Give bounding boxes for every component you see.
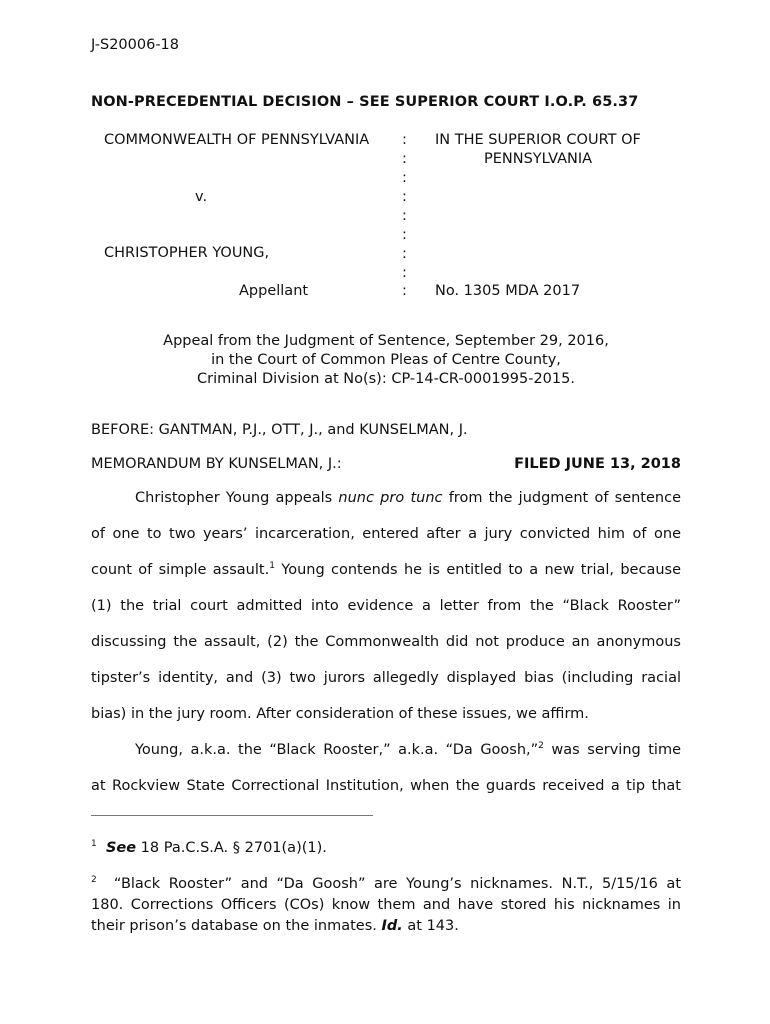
before-panel: BEFORE: GANTMAN, P.J., OTT, J., and KUNSELMAN, J. [91,422,468,438]
appeal-line-3: Criminal Division at No(s): CP-14-CR-0001995-2015. [197,371,575,387]
filed-date: FILED JUNE 13, 2018 [514,456,681,472]
footnote-ref-1[interactable]: 1 [269,561,275,571]
para1-line-1 [91,490,681,506]
footnote-2 [91,874,681,937]
docket-number: No. 1305 MDA 2017 [435,283,581,299]
defendant-name: CHRISTOPHER YOUNG, [104,245,270,261]
colon: : [402,246,407,262]
text: count of simple assault. [91,562,270,578]
para2-line-2: at Rockview State Correctional Institution, when the guards received a tip that [91,778,681,794]
footnote-number: 1 [91,839,97,849]
para1-line-4: (1) the trial court admitted into evidence a letter from the “Black Rooster” [91,598,681,614]
text: from the judgment of sentence [442,490,681,506]
colon: : [402,227,407,243]
para2-line-1 [91,742,681,758]
footnote-number: 2 [91,875,97,885]
footnote-ref-2[interactable]: 2 [538,741,544,751]
appeal-line-1: Appeal from the Judgment of Sentence, September 29, 2016, [163,333,609,349]
text: “Black Rooster” and “Da Goosh” are Young’s nicknames. N.T., 5/15/16 at [105,876,681,892]
colon: : [402,265,407,281]
decision-heading: NON-PRECEDENTIAL DECISION – SEE SUPERIOR COURT I.O.P. 65.37 [91,94,639,110]
appellant-label: Appellant [239,283,309,299]
colon: : [402,208,407,224]
text: Young, a.k.a. the “Black Rooster,” a.k.a. “Da Goosh,” [135,742,539,758]
para1-line-5: discussing the assault, (2) the Commonwealth did not produce an anonymous [91,634,681,650]
plaintiff-name: COMMONWEALTH OF PENNSYLVANIA [104,132,370,148]
colon: : [402,283,407,299]
para1-line-3 [91,562,681,578]
document-id: J-S20006-18 [91,37,180,53]
footnote-2-line-3 [91,916,681,937]
latin-term: nunc pro tunc [338,490,443,506]
court-name-line1: IN THE SUPERIOR COURT OF [435,132,641,148]
colon: : [402,170,407,186]
text: was serving time [543,742,681,758]
text: their prison’s database on the inmates. [91,918,382,934]
court-name-line2: PENNSYLVANIA [484,151,593,167]
colon: : [402,132,407,148]
para1-line-2: of one to two years’ incarceration, entered after a jury convicted him of one [91,526,681,542]
footnote-1 [91,838,681,859]
para1-line-6: tipster’s identity, and (3) two jurors allegedly displayed bias (including racial [91,670,681,686]
appeal-line-2: in the Court of Common Pleas of Centre County, [211,352,561,368]
footnote-separator [91,815,373,816]
text: 18 Pa.C.S.A. § 2701(a)(1). [136,840,327,856]
colon: : [402,189,407,205]
citation-signal: See [105,840,137,856]
footnote-2-line-2: 180. Corrections Officers (COs) know them and have stored his nicknames in [91,897,681,913]
text: at 143. [402,918,459,934]
text: Christopher Young appeals [135,490,339,506]
versus-label: v. [195,189,208,205]
text: Young contends he is entitled to a new trial, because [274,562,681,578]
para1-line-7: bias) in the jury room. After consideration of these issues, we affirm. [91,706,589,722]
memorandum-author: MEMORANDUM BY KUNSELMAN, J.: [91,456,342,472]
footnote-2-line-1 [91,874,681,895]
colon: : [402,151,407,167]
citation-id: Id. [381,918,403,934]
